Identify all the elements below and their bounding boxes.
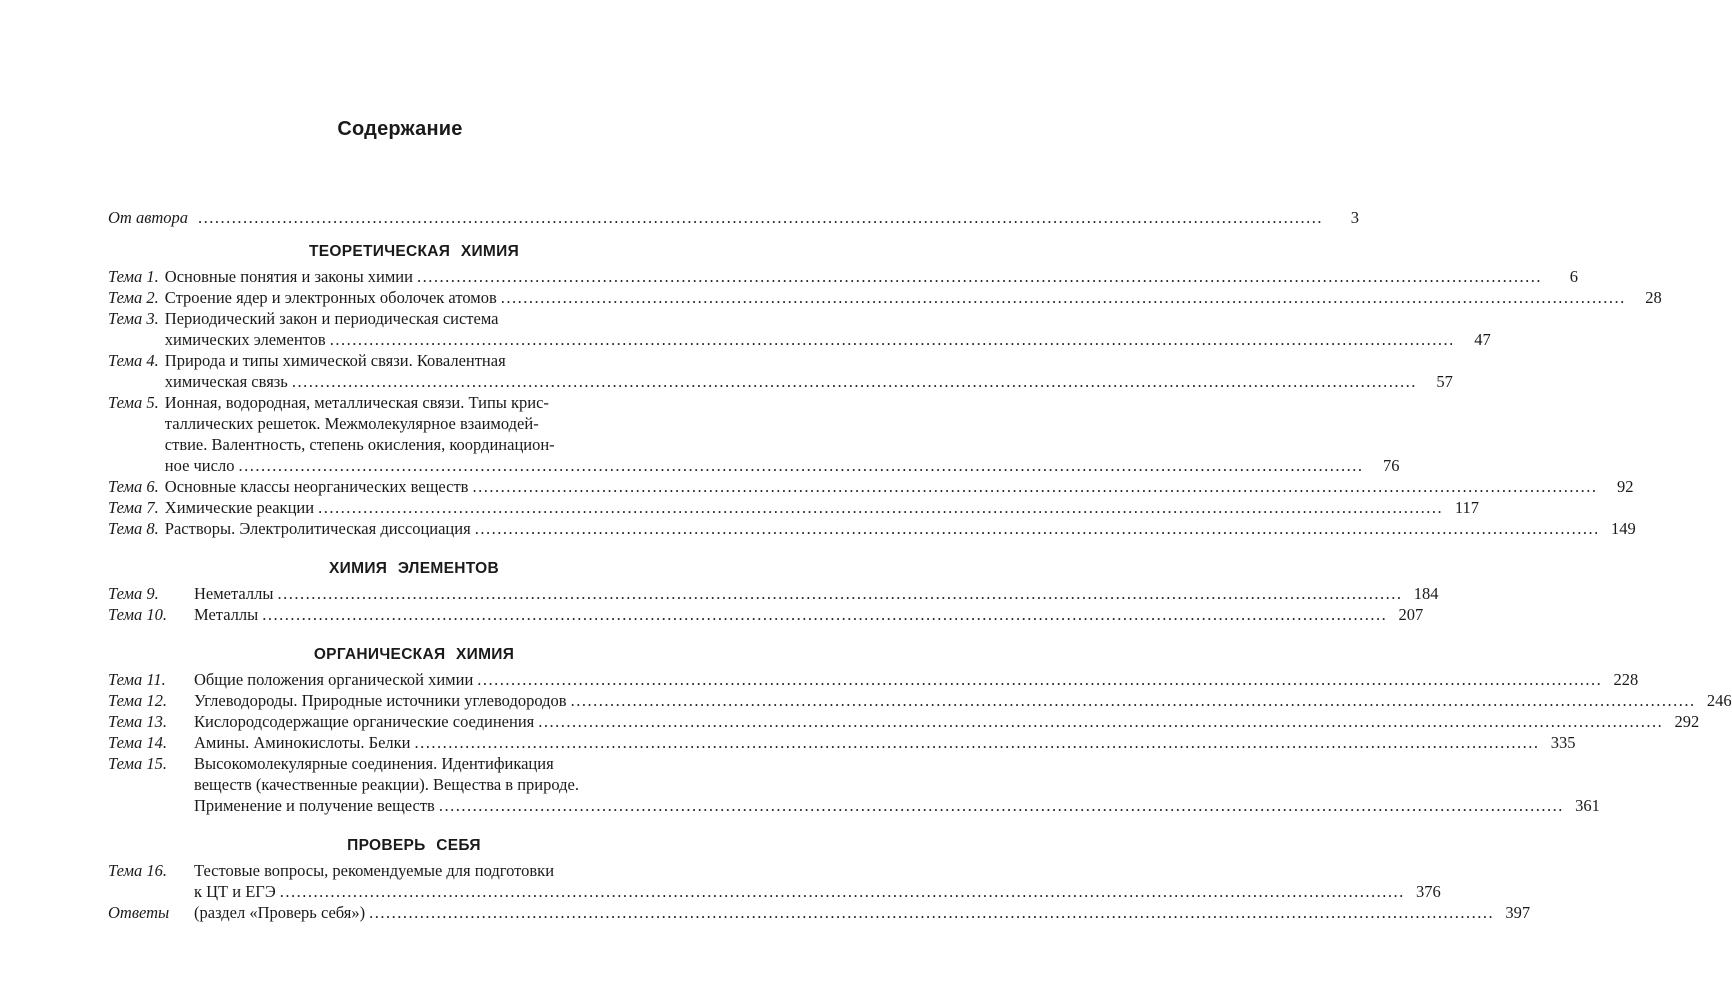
toc-entry[interactable] [108, 497, 1480, 518]
toc-entry-label: Тема 13. [108, 712, 168, 731]
toc-entry-label: Тема 6. [108, 477, 159, 496]
toc-entry-body [164, 308, 1491, 350]
toc-entry[interactable] [108, 604, 1424, 625]
toc-entry-label: Тема 4. [108, 351, 159, 370]
dot-leader: ........................................................................................................................................................................................................ [538, 712, 1664, 731]
toc-entry-line: ное число [164, 456, 235, 475]
page-number: 92 [1616, 477, 1634, 496]
toc-entry-label: Тема 16. [108, 861, 168, 880]
toc-entry[interactable] [108, 287, 1662, 308]
toc-entry-label: Тема 8. [108, 519, 159, 538]
toc-entry-line: химических элементов [164, 330, 326, 349]
toc-entry[interactable] [108, 476, 1634, 497]
toc-entry-line: Растворы. Электролитическая диссоциация [164, 519, 471, 538]
toc-entry-label: Тема 2. [108, 288, 159, 307]
toc-entry-line: таллических решеток. Межмолекулярное взаимодей- [164, 414, 539, 433]
page-number: 149 [1610, 519, 1636, 538]
dot-leader: ........................................................................................................................................................................................................ [198, 208, 1324, 227]
toc-entry[interactable] [108, 392, 1400, 476]
section-heading: ОРГАНИЧЕСКАЯ ХИМИЯ [313, 646, 515, 663]
toc-entry-line: Периодический закон и периодическая система [164, 309, 499, 328]
toc-entry[interactable] [108, 690, 1732, 711]
page-number: 361 [1575, 796, 1600, 815]
toc-entry[interactable] [108, 583, 1439, 604]
toc-entry-line: Основные классы неорганических веществ [164, 477, 469, 496]
page-number: 6 [1569, 267, 1578, 286]
dot-leader: ........................................................................................................................................................................................................ [238, 456, 1364, 475]
toc-entry-body [164, 497, 1480, 518]
toc-entry-body [194, 583, 1439, 604]
toc-entry-line: (раздел «Проверь себя») [194, 903, 366, 922]
page-number: 28 [1645, 288, 1662, 307]
toc-entry[interactable] [108, 350, 1453, 392]
toc-entry-label: Ответы [108, 903, 170, 922]
dot-leader: ........................................................................................................................................................................................................ [474, 519, 1600, 538]
toc-entry-line: Высокомолекулярные соединения. Идентификация [194, 754, 554, 773]
toc-entry-body [194, 207, 1360, 228]
page-number: 57 [1436, 372, 1453, 391]
toc-entry[interactable] [108, 308, 1491, 350]
toc-entry[interactable] [108, 860, 1441, 902]
toc-entry-line: Кислородсодержащие органические соединения [194, 712, 535, 731]
toc-entry-line: Тестовые вопросы, рекомендуемые для подготовки [194, 861, 555, 880]
dot-leader: ........................................................................................................................................................................................................ [414, 733, 1540, 752]
toc-entry-line: веществ (качественные реакции). Вещества в природе. [194, 775, 579, 794]
toc-entry[interactable] [108, 753, 1600, 816]
dot-leader: ........................................................................................................................................................................................................ [318, 498, 1444, 517]
toc-entry-line: Ионная, водородная, металлическая связи. Типы крис- [164, 393, 549, 412]
toc-entry-label: Тема 11. [108, 670, 166, 689]
toc-entry[interactable] [108, 711, 1700, 732]
toc-entry-body [194, 690, 1732, 711]
toc-entry[interactable] [108, 732, 1576, 753]
toc-entry-label: Тема 10. [108, 605, 168, 624]
page-number: 76 [1382, 456, 1400, 475]
toc-entry-label: Тема 1. [108, 267, 159, 286]
dot-leader: ........................................................................................................................................................................................................ [277, 584, 1403, 603]
toc-entry-body [164, 287, 1662, 308]
section-heading: ТЕОРЕТИЧЕСКАЯ ХИМИЯ [308, 243, 520, 260]
toc-entry-body [194, 669, 1639, 690]
toc-entry-body [194, 753, 1600, 816]
toc-entry-label: Тема 15. [108, 754, 168, 773]
page-number: 47 [1474, 330, 1491, 349]
dot-leader: ........................................................................................................................................................................................................ [477, 670, 1603, 689]
toc-entry-body [164, 518, 1636, 539]
page-number: 207 [1398, 605, 1424, 624]
toc-entry-label: Тема 12. [108, 691, 168, 710]
toc-entry[interactable] [108, 902, 1531, 923]
toc-entry-label: Тема 3. [108, 309, 159, 328]
toc-entry-label: Тема 9. [108, 584, 159, 603]
dot-leader: ........................................................................................................................................................................................................ [472, 477, 1598, 496]
dot-leader: ........................................................................................................................................................................................................ [369, 903, 1495, 922]
page-number: 3 [1350, 208, 1360, 227]
toc-entry-body [194, 860, 1441, 902]
toc-entry-line: химическая связь [164, 372, 288, 391]
page-number: 246 [1706, 691, 1732, 710]
toc-entry-line: Природа и типы химической связи. Ковалентная [164, 351, 506, 370]
toc-entry-line: Амины. Аминокислоты. Белки [194, 733, 411, 752]
page-number: 184 [1413, 584, 1439, 603]
toc-entry[interactable] [108, 207, 1360, 228]
page-number: 397 [1505, 903, 1531, 922]
toc-entry-body [164, 476, 1634, 497]
page-title: Содержание [337, 118, 463, 140]
dot-leader: ........................................................................................................................................................................................................ [279, 882, 1405, 901]
toc-entry-line: Общие положения органической химии [194, 670, 474, 689]
page-number: 117 [1454, 498, 1480, 517]
toc-entry-body [164, 392, 1400, 476]
toc-entry-body [194, 902, 1531, 923]
section-heading: ХИМИЯ ЭЛЕМЕНТОВ [329, 560, 499, 577]
toc-entry-label: От автора [108, 208, 189, 227]
toc-entry-line: ствие. Валентность, степень окисления, координацион- [164, 435, 555, 454]
toc-entry-label: Тема 7. [108, 498, 159, 517]
toc-entry-line: Применение и получение веществ [194, 796, 435, 815]
toc-entry-label: Тема 14. [108, 733, 168, 752]
dot-leader: ........................................................................................................................................................................................................ [500, 288, 1626, 307]
dot-leader: ........................................................................................................................................................................................................ [438, 796, 1564, 815]
toc-entry-body [194, 604, 1424, 625]
toc-entry-body [194, 732, 1576, 753]
page-number: 376 [1415, 882, 1441, 901]
table-of-contents [108, 207, 1732, 923]
toc-entry-line: Металлы [194, 605, 259, 624]
section-heading: ПРОВЕРЬ СЕБЯ [347, 837, 481, 854]
page-number: 292 [1674, 712, 1700, 731]
toc-entry[interactable] [108, 518, 1636, 539]
toc-entry-line: Основные понятия и законы химии [164, 267, 413, 286]
dot-leader: ........................................................................................................................................................................................................ [416, 267, 1542, 286]
toc-entry-line: Строение ядер и электронных оболочек атомов [164, 288, 497, 307]
toc-entry[interactable] [108, 669, 1639, 690]
toc-entry-body [164, 266, 1578, 287]
page-number: 335 [1550, 733, 1576, 752]
toc-entry-line: Углеводороды. Природные источники углеводородов [194, 691, 567, 710]
dot-leader: ........................................................................................................................................................................................................ [570, 691, 1696, 710]
dot-leader: ........................................................................................................................................................................................................ [329, 330, 1455, 349]
toc-entry-label: Тема 5. [108, 393, 159, 412]
page-number: 228 [1613, 670, 1639, 689]
dot-leader: ........................................................................................................................................................................................................ [262, 605, 1388, 624]
dot-leader: ........................................................................................................................................................................................................ [291, 372, 1417, 391]
toc-entry-body [164, 350, 1453, 392]
toc-entry-line: Неметаллы [194, 584, 274, 603]
toc-entry-line: Химические реакции [164, 498, 315, 517]
toc-entry[interactable] [108, 266, 1578, 287]
toc-entry-line: к ЦТ и ЕГЭ [194, 882, 276, 901]
toc-entry-body [194, 711, 1700, 732]
